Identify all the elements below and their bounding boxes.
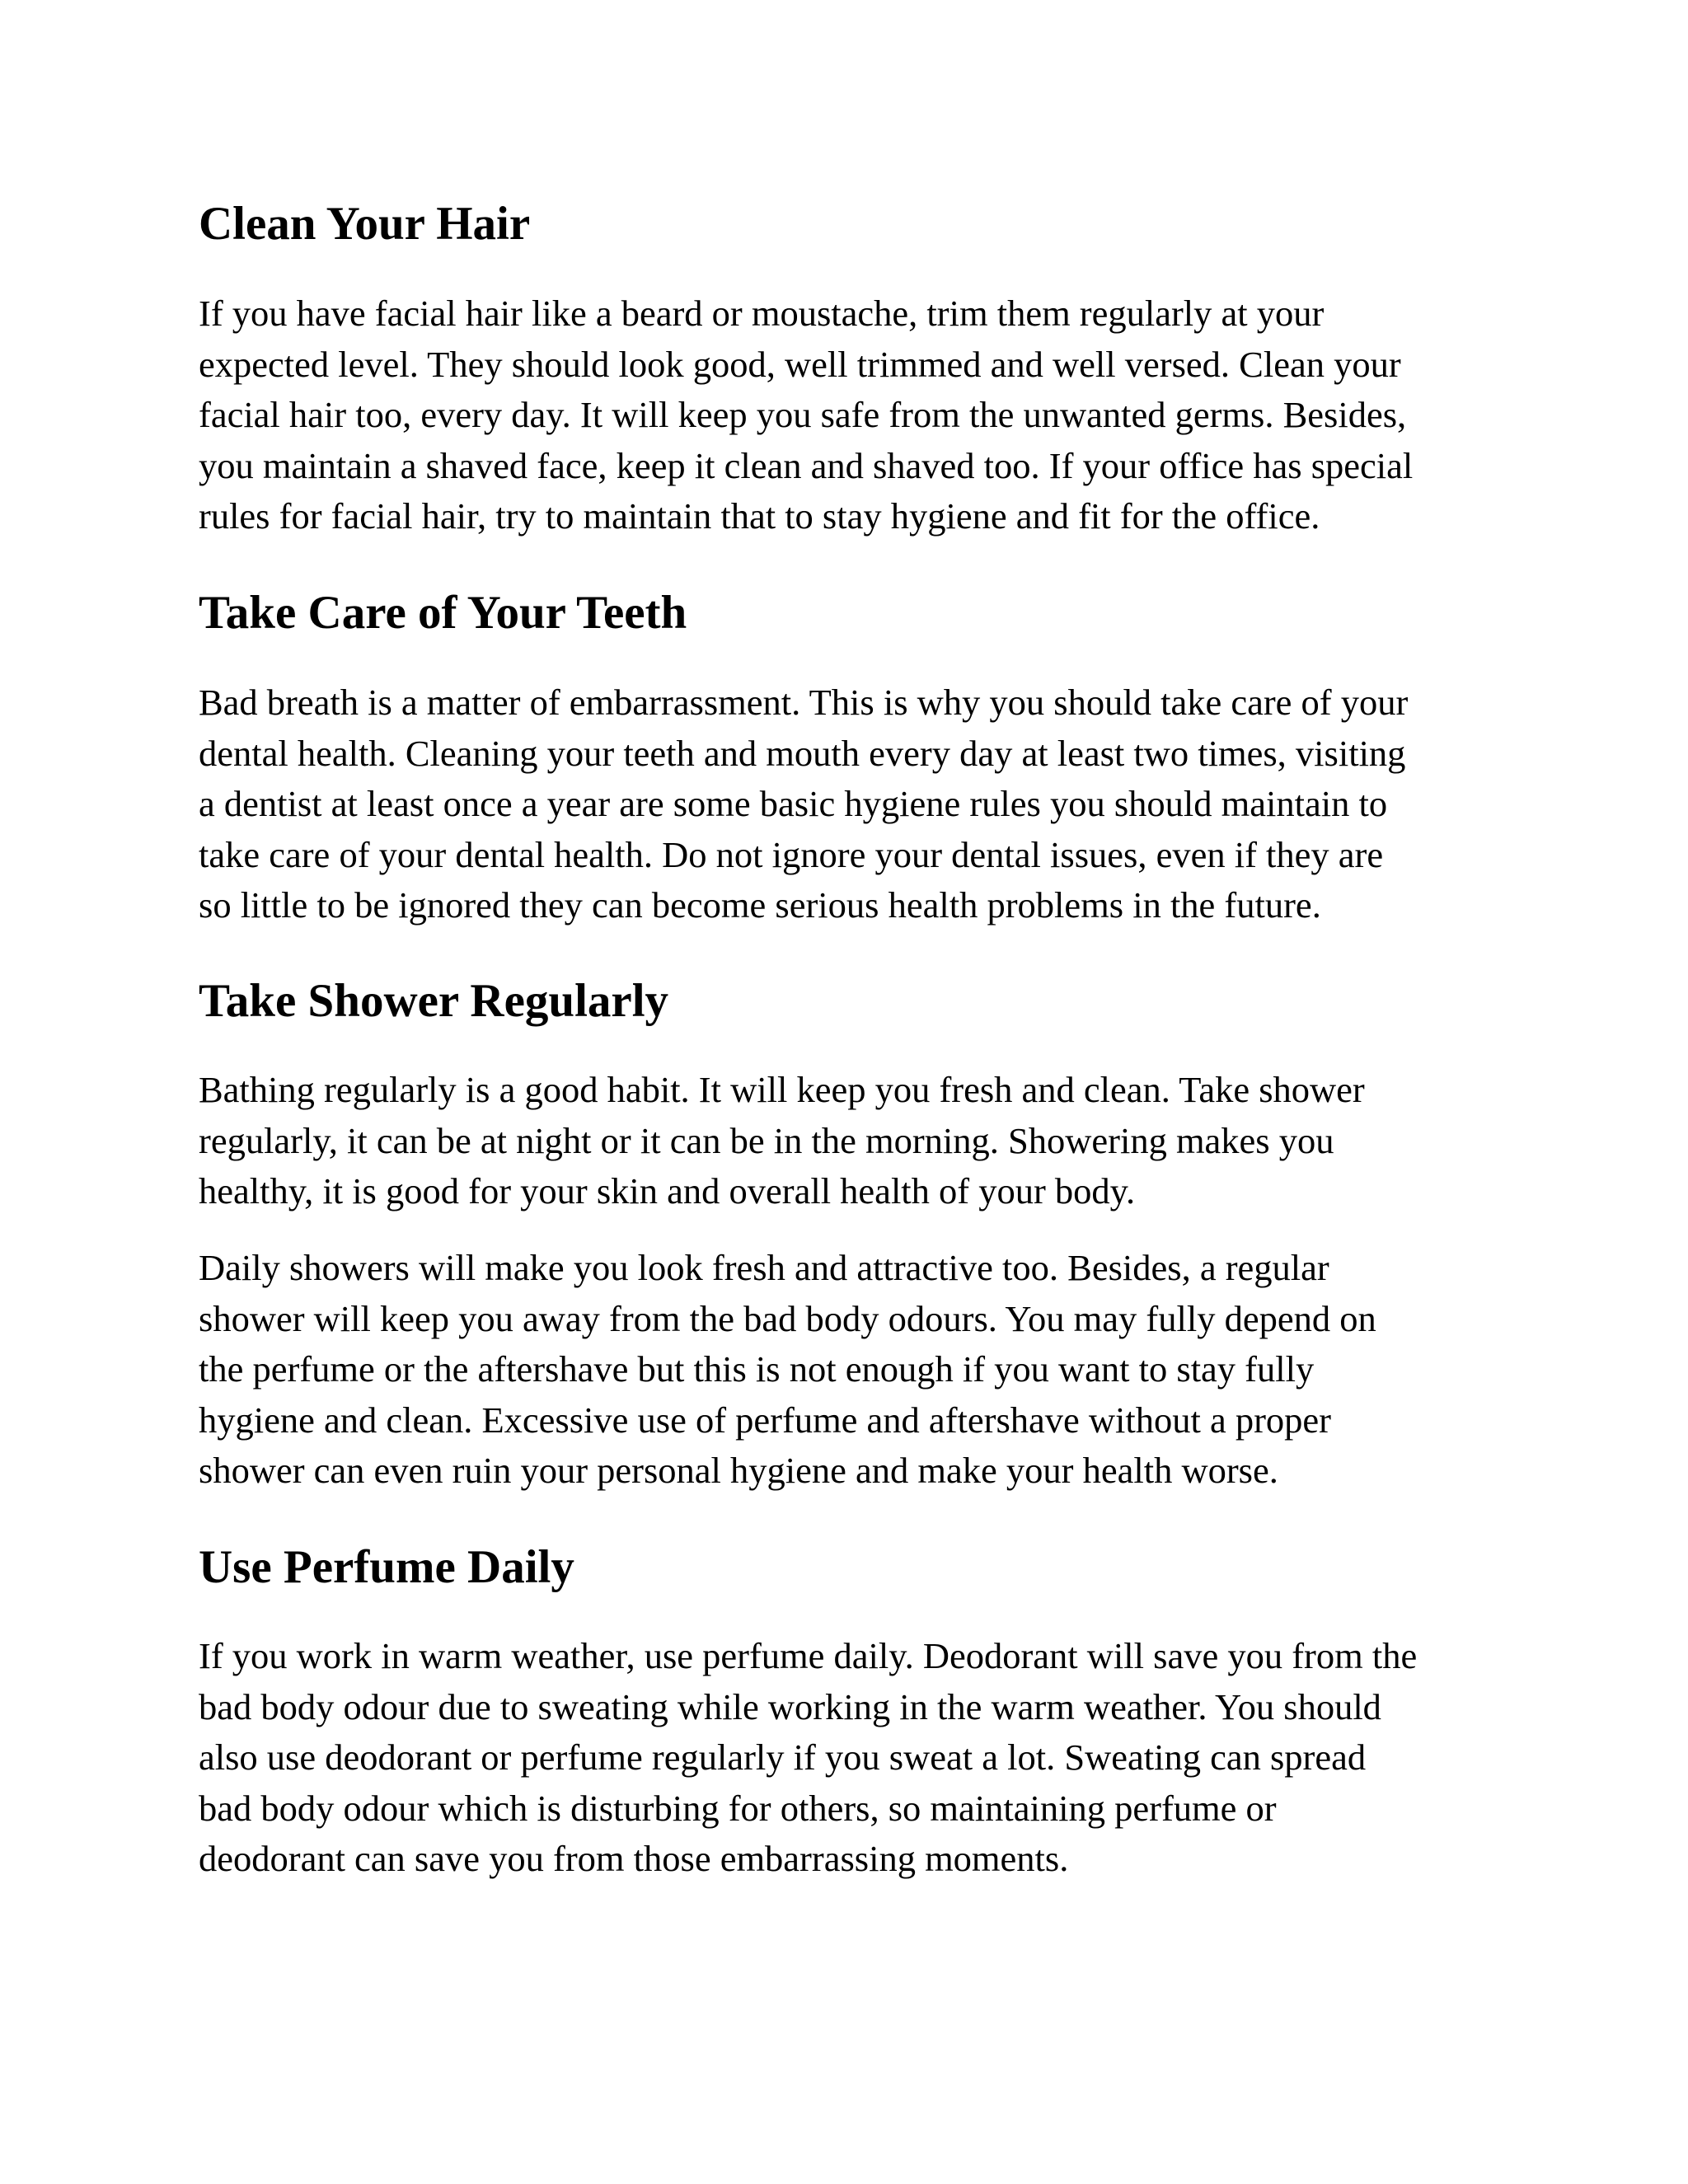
text-line: the perfume or the aftershave but this is not enough if you want to stay fully	[199, 1348, 1315, 1390]
text-line: Bathing regularly is a good habit. It will keep you fresh and clean. Take shower	[199, 1069, 1365, 1110]
text-line: bad body odour due to sweating while working in the warm weather. You should	[199, 1685, 1381, 1727]
text-line: dental health. Cleaning your teeth and mouth every day at least two times, visiting	[199, 732, 1406, 774]
text-line: deodorant can save you from those embarrassing moments.	[199, 1838, 1069, 1880]
paragraph-take-shower-regularly-1	[199, 1065, 1365, 1217]
text-line: take care of your dental health. Do not ignore your dental issues, even if they are	[199, 833, 1384, 875]
text-line: shower will keep you away from the bad body odours. You may fully depend on	[199, 1297, 1376, 1339]
text-line: a dentist at least once a year are some basic hygiene rules you should maintain to	[199, 783, 1388, 825]
text-line: bad body odour which is disturbing for others, so maintaining perfume or	[199, 1787, 1277, 1829]
text-line: If you have facial hair like a beard or moustache, trim them regularly at your	[199, 293, 1325, 334]
section-heading-clean-your-hair: Clean Your Hair	[199, 198, 531, 250]
text-line: you maintain a shaved face, keep it clean and shaved too. If your office has special	[199, 444, 1414, 486]
paragraph-use-perfume-daily	[199, 1631, 1417, 1885]
text-line: facial hair too, every day. It will keep you safe from the unwanted germs. Besides,	[199, 394, 1407, 436]
section-heading-take-care-of-your-teeth: Take Care of Your Teeth	[199, 587, 687, 639]
paragraph-take-care-of-your-teeth	[199, 677, 1408, 931]
paragraph-take-shower-regularly-2	[199, 1243, 1376, 1497]
text-line: Bad breath is a matter of embarrassment. This is why you should take care of your	[199, 682, 1409, 723]
section-heading-take-shower-regularly: Take Shower Regularly	[199, 975, 669, 1027]
text-line: rules for facial hair, try to maintain that to stay hygiene and fit for the office.	[199, 495, 1320, 537]
text-line: also use deodorant or perfume regularly if you sweat a lot. Sweating can spread	[199, 1736, 1367, 1779]
text-line: If you work in warm weather, use perfume daily. Deodorant will save you from the	[199, 1635, 1418, 1676]
paragraph-clean-your-hair	[199, 288, 1413, 542]
text-line: Daily showers will make you look fresh and attractive too. Besides, a regular	[199, 1247, 1329, 1288]
text-line: healthy, it is good for your skin and overall health of your body.	[199, 1170, 1136, 1212]
section-heading-use-perfume-daily: Use Perfume Daily	[199, 1541, 574, 1593]
text-line: so little to be ignored they can become serious health problems in the future.	[199, 884, 1321, 926]
text-line: shower can even ruin your personal hygiene and make your health worse.	[199, 1450, 1278, 1492]
text-line: regularly, it can be at night or it can be in the morning. Showering makes you	[199, 1119, 1334, 1161]
text-line: expected level. They should look good, well trimmed and well versed. Clean your	[199, 343, 1401, 385]
text-line: hygiene and clean. Excessive use of perfume and aftershave without a proper	[199, 1399, 1332, 1441]
